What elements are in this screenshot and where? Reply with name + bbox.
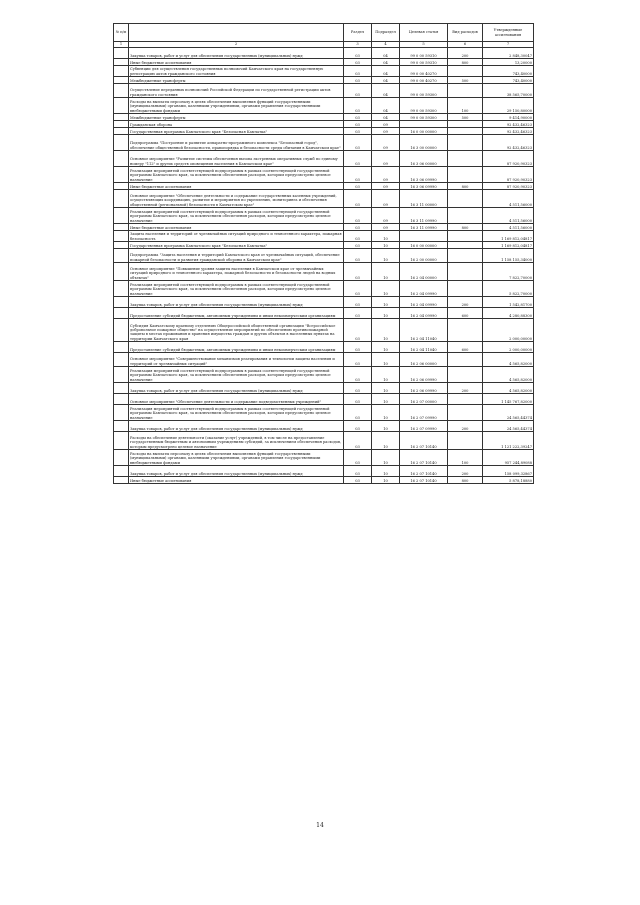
item-name-cell: Осуществление переданных полномочий Российской Федерации по государственной регистрации актов гражданского состояния: [129, 84, 344, 98]
table-row: [114, 84, 534, 98]
header-cell: Раздел: [344, 24, 372, 42]
target-article-cell: 99 0 00 40270: [400, 77, 448, 84]
table-row: [114, 183, 534, 190]
item-name-cell: Государственная программа Камчатского края "Безопасная Камчатка": [129, 128, 344, 135]
target-article-cell: 99 0 00 40270: [400, 66, 448, 77]
target-article-cell: 16 2 07 00000: [400, 394, 448, 405]
razdel-cell: 03: [344, 183, 372, 190]
expense-type-cell: [448, 263, 483, 281]
table-row: [114, 242, 534, 249]
podrazdel-cell: 09: [372, 128, 400, 135]
table-row: [114, 98, 534, 114]
item-name-cell: Гражданская оборона: [129, 121, 344, 128]
target-article-cell: 99 0 00 59300: [400, 114, 448, 121]
table-row: [114, 477, 534, 484]
podrazdel-cell: 10: [372, 263, 400, 281]
item-name-cell: Закупка товаров, работ и услуг для обеспечения государственных (муниципальных) нужд: [129, 466, 344, 477]
podrazdel-cell: 04: [372, 77, 400, 84]
expense-type-cell: 800: [448, 183, 483, 190]
expense-type-cell: [448, 128, 483, 135]
podrazdel-cell: 04: [372, 84, 400, 98]
item-name-cell: Реализация мероприятий соответствующей подпрограммы в рамках соответствующей государственной программы Камчатского края, за исключением обеспечения расходов, которым предусмотрено целевое назначение: [129, 208, 344, 224]
expense-type-cell: [448, 281, 483, 297]
podrazdel-cell: 10: [372, 242, 400, 249]
expense-type-cell: 200: [448, 48, 483, 59]
table-row: [114, 77, 534, 84]
header-row: [114, 24, 534, 42]
row-index-cell: [114, 353, 129, 367]
amount-cell: 743,40000: [483, 66, 534, 77]
podrazdel-cell: 09: [372, 135, 400, 151]
razdel-cell: 03: [344, 450, 372, 466]
row-index-cell: [114, 231, 129, 242]
target-article-cell: 16 2 07 10140: [400, 432, 448, 450]
target-article-cell: 16 2 00 00000: [400, 249, 448, 263]
amount-cell: 4 565,82000: [483, 367, 534, 383]
podrazdel-cell: 10: [372, 383, 400, 394]
podrazdel-cell: 09: [372, 121, 400, 128]
razdel-cell: 03: [344, 98, 372, 114]
podrazdel-cell: 04: [372, 59, 400, 66]
table-row: [114, 353, 534, 367]
razdel-cell: 03: [344, 367, 372, 383]
column-number: 4: [372, 42, 400, 48]
item-name-cell: Реализация мероприятий соответствующей подпрограммы в рамках соответствующей государственной программы Камчатского края, за исключением обеспечения расходов, которым предусмотрено целевое назначение: [129, 405, 344, 421]
amount-cell: 38 565,70000: [483, 84, 534, 98]
razdel-cell: 03: [344, 249, 372, 263]
item-name-cell: Реализация мероприятий соответствующей подпрограммы в рамках соответствующей государственной программы Камчатского края, за исключением обеспечения расходов, которым предусмотрено целевое назначение: [129, 281, 344, 297]
expense-type-cell: [448, 121, 483, 128]
table-row: [114, 319, 534, 342]
target-article-cell: [400, 231, 448, 242]
item-name-cell: Межбюджетные трансферты: [129, 114, 344, 121]
amount-cell: 2 000,00000: [483, 342, 534, 353]
podrazdel-cell: 10: [372, 297, 400, 308]
item-name-cell: Закупка товаров, работ и услуг для обеспечения государственных (муниципальных) нужд: [129, 421, 344, 432]
header-cell: № п/п: [114, 24, 129, 42]
amount-cell: 29 150,80000: [483, 98, 534, 114]
item-name-cell: Предоставление субсидий бюджетным, автономным учреждениям и иным некоммерческим организациям: [129, 342, 344, 353]
expense-type-cell: 200: [448, 297, 483, 308]
amount-cell: 5 822,70000: [483, 281, 534, 297]
row-index-cell: [114, 59, 129, 66]
expense-type-cell: [448, 432, 483, 450]
table-row: [114, 394, 534, 405]
razdel-cell: 03: [344, 421, 372, 432]
row-index-cell: [114, 128, 129, 135]
podrazdel-cell: 10: [372, 367, 400, 383]
podrazdel-cell: 10: [372, 421, 400, 432]
razdel-cell: 03: [344, 242, 372, 249]
table-row: [114, 450, 534, 466]
row-index-cell: [114, 421, 129, 432]
item-name-cell: Реализация мероприятий соответствующей подпрограммы в рамках соответствующей государственной программы Камчатского края, за исключением обеспечения расходов, которым предусмотрено целевое назначение: [129, 367, 344, 383]
razdel-cell: 03: [344, 297, 372, 308]
table-row: [114, 114, 534, 121]
row-index-cell: [114, 167, 129, 183]
row-index-cell: [114, 84, 129, 98]
amount-cell: 2 000,00000: [483, 319, 534, 342]
podrazdel-cell: 10: [372, 450, 400, 466]
amount-cell: 87 920,90323: [483, 151, 534, 167]
razdel-cell: 03: [344, 432, 372, 450]
target-article-cell: 16 3 06 00000: [400, 151, 448, 167]
item-name-cell: Подпрограмма "Построение и развитие аппаратно-программного комплекса "Безопасный город", обеспечение общественной безопасности, правопорядка и безопасности среды обитания в Камчатском крае": [129, 135, 344, 151]
item-name-cell: Подпрограмма "Защита населения и территорий Камчатского края от чрезвычайных ситуаций, обеспечение пожарной безопасности и развития гражданской обороны в Камчатском крае": [129, 249, 344, 263]
table-row: [114, 367, 534, 383]
podrazdel-cell: 10: [372, 405, 400, 421]
item-name-cell: Основное мероприятие "Повышение уровня защиты населения в Камчатском крае от чрезвычайных ситуаций природного и техногенного характера, пожарной безопасности и безопасности людей на водных объектах": [129, 263, 344, 281]
target-article-cell: 99 0 00 59300: [400, 84, 448, 98]
item-name-cell: Государственная программа Камчатского края "Безопасная Камчатка": [129, 242, 344, 249]
target-article-cell: 16 3 11 09990: [400, 224, 448, 231]
podrazdel-cell: 09: [372, 190, 400, 208]
table-row: [114, 405, 534, 421]
item-name-cell: Основное мероприятие "Обеспечение деятельности и содержание государственных казенных учреждений, осуществляющих координацию, развитие и мероприятия по укреплению, мониторинга и обеспечения общественной (региональной) безопасности в Камчатском крае": [129, 190, 344, 208]
podrazdel-cell: 10: [372, 394, 400, 405]
row-index-cell: [114, 281, 129, 297]
column-number: 7: [483, 42, 534, 48]
amount-cell: 4 511,56000: [483, 190, 534, 208]
row-index-cell: [114, 190, 129, 208]
target-article-cell: 16 0 00 00000: [400, 128, 448, 135]
expense-type-cell: [448, 249, 483, 263]
razdel-cell: 03: [344, 208, 372, 224]
razdel-cell: 03: [344, 353, 372, 367]
amount-cell: 158 099,32867: [483, 466, 534, 477]
table-row: [114, 383, 534, 394]
row-index-cell: [114, 342, 129, 353]
target-article-cell: 16 2 04 09990: [400, 297, 448, 308]
item-name-cell: Расходы на выплаты персоналу в целях обеспечения выполнения функций государственными (муниципальными) органами, казенными учреждениями, органами управления государственными внебюджетными фондами: [129, 450, 344, 466]
podrazdel-cell: 10: [372, 353, 400, 367]
expense-type-cell: 600: [448, 308, 483, 319]
row-index-cell: [114, 477, 129, 484]
razdel-cell: 03: [344, 167, 372, 183]
table-row: [114, 151, 534, 167]
podrazdel-cell: 09: [372, 167, 400, 183]
amount-cell: 2 848,30047: [483, 48, 534, 59]
row-index-cell: [114, 114, 129, 121]
razdel-cell: 03: [344, 308, 372, 319]
podrazdel-cell: 10: [372, 281, 400, 297]
expense-type-cell: 800: [448, 477, 483, 484]
razdel-cell: 03: [344, 383, 372, 394]
target-article-cell: 16 2 04 09990: [400, 308, 448, 319]
target-article-cell: 16 2 07 10140: [400, 477, 448, 484]
podrazdel-cell: 10: [372, 308, 400, 319]
podrazdel-cell: 04: [372, 66, 400, 77]
row-index-cell: [114, 77, 129, 84]
razdel-cell: 03: [344, 66, 372, 77]
expense-type-cell: [448, 151, 483, 167]
item-name-cell: Закупка товаров, работ и услуг для обеспечения государственных (муниципальных) нужд: [129, 48, 344, 59]
expense-type-cell: 800: [448, 224, 483, 231]
expense-type-cell: [448, 190, 483, 208]
target-article-cell: 16 2 07 09990: [400, 405, 448, 421]
podrazdel-cell: 04: [372, 114, 400, 121]
expense-type-cell: [448, 242, 483, 249]
expense-type-cell: [448, 208, 483, 224]
razdel-cell: 03: [344, 342, 372, 353]
expense-type-cell: [448, 66, 483, 77]
expense-type-cell: [448, 405, 483, 421]
amount-cell: 7 822,70000: [483, 263, 534, 281]
razdel-cell: 03: [344, 77, 372, 84]
amount-cell: 92 432,46323: [483, 135, 534, 151]
razdel-cell: 03: [344, 405, 372, 421]
expense-type-cell: [448, 135, 483, 151]
expense-type-cell: 100: [448, 98, 483, 114]
item-name-cell: Субсидия Камчатскому краевому отделению Общероссийской общественной организации "Всероссийское добровольное пожарное общество" на осуществление мероприятий по обеспечению противопожарной защиты в местах проживания и хранения имущества граждан и других объектов в населенных пунктах на территории Камчатского края: [129, 319, 344, 342]
row-index-cell: [114, 450, 129, 466]
target-article-cell: 16 3 06 09990: [400, 167, 448, 183]
table-row: [114, 48, 534, 59]
target-article-cell: 16 2 04 09990: [400, 281, 448, 297]
expense-type-cell: 600: [448, 342, 483, 353]
item-name-cell: Закупка товаров, работ и услуг для обеспечения государственных (муниципальных) нужд: [129, 297, 344, 308]
target-article-cell: 16 2 07 10140: [400, 466, 448, 477]
row-index-cell: [114, 383, 129, 394]
target-article-cell: 99 0 00 59300: [400, 98, 448, 114]
expense-type-cell: 200: [448, 421, 483, 432]
expense-type-cell: [448, 231, 483, 242]
table-row: [114, 421, 534, 432]
target-article-cell: 16 2 06 09990: [400, 383, 448, 394]
table-row: [114, 190, 534, 208]
column-number: 5: [400, 42, 448, 48]
table-row: [114, 59, 534, 66]
row-index-cell: [114, 66, 129, 77]
table-row: [114, 135, 534, 151]
item-name-cell: Расходы на выплаты персоналу в целях обеспечения выполнения функций государственными (муниципальными) органами, казенными учреждениями, органами управления государственными внебюджетными фондами: [129, 98, 344, 114]
amount-cell: 1 169 812,04817: [483, 231, 534, 242]
podrazdel-cell: 10: [372, 432, 400, 450]
table-row: [114, 208, 534, 224]
header-cell: Целевая статья: [400, 24, 448, 42]
amount-cell: 743,40000: [483, 77, 534, 84]
amount-cell: 4 511,56000: [483, 224, 534, 231]
row-index-cell: [114, 405, 129, 421]
razdel-cell: 03: [344, 59, 372, 66]
table-body: [114, 48, 534, 484]
expense-type-cell: [448, 84, 483, 98]
item-name-cell: Закупка товаров, работ и услуг для обеспечения государственных (муниципальных) нужд: [129, 383, 344, 394]
razdel-cell: 03: [344, 84, 372, 98]
target-article-cell: 99 0 00 59310: [400, 59, 448, 66]
row-index-cell: [114, 208, 129, 224]
podrazdel-cell: 09: [372, 224, 400, 231]
table-row: [114, 297, 534, 308]
header-cell: Вид расходов: [448, 24, 483, 42]
item-name-cell: Реализация мероприятий соответствующей подпрограммы в рамках соответствующей государственной программы Камчатского края, за исключением обеспечения расходов, которым предусмотрено целевое назначение: [129, 167, 344, 183]
amount-cell: 4 511,56000: [483, 208, 534, 224]
amount-cell: 957 244,89088: [483, 450, 534, 466]
expense-type-cell: 500: [448, 77, 483, 84]
expense-type-cell: [448, 367, 483, 383]
table-row: [114, 66, 534, 77]
page-number: 14: [316, 822, 324, 829]
table-row: [114, 224, 534, 231]
item-name-cell: Иные бюджетные ассигнования: [129, 183, 344, 190]
target-article-cell: 16 3 11 00000: [400, 190, 448, 208]
item-name-cell: Субвенции для осуществления государственных полномочий Камчатского края на государственную регистрацию актов гражданского состояния: [129, 66, 344, 77]
amount-cell: 4 280,88300: [483, 308, 534, 319]
target-article-cell: 16 0 00 00000: [400, 242, 448, 249]
table-row: [114, 263, 534, 281]
item-name-cell: Иные бюджетные ассигнования: [129, 224, 344, 231]
item-name-cell: Межбюджетные трансферты: [129, 77, 344, 84]
target-article-cell: 16 2 04 00000: [400, 263, 448, 281]
razdel-cell: 03: [344, 151, 372, 167]
target-article-cell: [400, 121, 448, 128]
table-row: [114, 281, 534, 297]
amount-cell: 4 565,82000: [483, 383, 534, 394]
razdel-cell: 03: [344, 128, 372, 135]
item-name-cell: Основное мероприятие "Обеспечение деятельности и содержание подведомственных учреждений": [129, 394, 344, 405]
target-article-cell: 16 2 07 09990: [400, 421, 448, 432]
row-index-cell: [114, 432, 129, 450]
razdel-cell: 03: [344, 121, 372, 128]
amount-cell: 1 169 812,04817: [483, 242, 534, 249]
amount-cell: 4 565,82000: [483, 353, 534, 367]
row-index-cell: [114, 224, 129, 231]
razdel-cell: 03: [344, 466, 372, 477]
amount-cell: 87 920,90323: [483, 167, 534, 183]
target-article-cell: 16 3 00 00000: [400, 135, 448, 151]
row-index-cell: [114, 319, 129, 342]
podrazdel-cell: 10: [372, 342, 400, 353]
amount-cell: 13,20000: [483, 59, 534, 66]
row-index-cell: [114, 297, 129, 308]
row-index-cell: [114, 121, 129, 128]
podrazdel-cell: 09: [372, 208, 400, 224]
table-row: [114, 231, 534, 242]
budget-table: [113, 23, 534, 484]
row-index-cell: [114, 263, 129, 281]
target-article-cell: 16 2 06 00000: [400, 353, 448, 367]
razdel-cell: 03: [344, 319, 372, 342]
item-name-cell: Основное мероприятие "Развитие системы обеспечения вызова экстренных оперативных служб по единому номеру "112" и других средств оповещения населения в Камчатском крае": [129, 151, 344, 167]
row-index-cell: [114, 183, 129, 190]
razdel-cell: 03: [344, 190, 372, 208]
amount-cell: 1 121 222,39247: [483, 432, 534, 450]
razdel-cell: 03: [344, 224, 372, 231]
table-row: [114, 466, 534, 477]
podrazdel-cell: 09: [372, 183, 400, 190]
expense-type-cell: 800: [448, 59, 483, 66]
expense-type-cell: 100: [448, 450, 483, 466]
expense-type-cell: [448, 353, 483, 367]
row-index-cell: [114, 394, 129, 405]
column-number: 6: [448, 42, 483, 48]
razdel-cell: 03: [344, 135, 372, 151]
expense-type-cell: [448, 319, 483, 342]
row-index-cell: [114, 98, 129, 114]
header-cell: [129, 24, 344, 42]
row-index-cell: [114, 308, 129, 319]
table-row: [114, 128, 534, 135]
table-row: [114, 342, 534, 353]
item-name-cell: Основное мероприятие "Совершенствование механизмов реагирования и технологии защиты населения и территорий от чрезвычайных ситуаций": [129, 353, 344, 367]
amount-cell: 87 920,90323: [483, 183, 534, 190]
razdel-cell: 03: [344, 231, 372, 242]
expense-type-cell: 200: [448, 466, 483, 477]
razdel-cell: 03: [344, 281, 372, 297]
row-index-cell: [114, 249, 129, 263]
target-article-cell: 16 2 07 10140: [400, 450, 448, 466]
column-number: 1: [114, 42, 129, 48]
target-article-cell: 16 3 11 09990: [400, 208, 448, 224]
podrazdel-cell: 10: [372, 466, 400, 477]
item-name-cell: Иные бюджетные ассигнования: [129, 477, 344, 484]
item-name-cell: Расходы на обеспечение деятельности (оказание услуг) учреждений, в том числе на предоставление государственным бюджетным и автономным учреждениям субсидий, за исключением обеспечения расходов, которым предусмотрено целевое назначение: [129, 432, 344, 450]
amount-cell: 24 565,44374: [483, 405, 534, 421]
table-row: [114, 308, 534, 319]
item-name-cell: Предоставление субсидий бюджетным, автономным учреждениям и иным некоммерческим организациям: [129, 308, 344, 319]
podrazdel-cell: 10: [372, 249, 400, 263]
item-name-cell: Защита населения и территорий от чрезвычайных ситуаций природного и техногенного характера, пожарная безопасность: [130, 232, 342, 241]
row-index-cell: [114, 367, 129, 383]
razdel-cell: 03: [344, 394, 372, 405]
expense-type-cell: 500: [448, 114, 483, 121]
row-index-cell: [114, 135, 129, 151]
item-name-cell: Иные бюджетные ассигнования: [129, 59, 344, 66]
target-article-cell: 16 2 04 11040: [400, 319, 448, 342]
target-article-cell: 16 2 06 09990: [400, 367, 448, 383]
podrazdel-cell: 10: [372, 477, 400, 484]
row-index-cell: [114, 151, 129, 167]
table-row: [114, 432, 534, 450]
row-index-cell: [114, 466, 129, 477]
expense-type-cell: [448, 394, 483, 405]
podrazdel-cell: 10: [372, 319, 400, 342]
header-cell: Утвержденные ассигнования: [483, 24, 534, 42]
amount-cell: 92 432,46323: [483, 121, 534, 128]
podrazdel-cell: 10: [372, 231, 400, 242]
podrazdel-cell: 04: [372, 48, 400, 59]
table-row: [114, 121, 534, 128]
razdel-cell: 03: [344, 263, 372, 281]
podrazdel-cell: 09: [372, 151, 400, 167]
amount-cell: 1 542,81700: [483, 297, 534, 308]
razdel-cell: 03: [344, 114, 372, 121]
table-row: [114, 167, 534, 183]
podrazdel-cell: 04: [372, 98, 400, 114]
expense-type-cell: [448, 167, 483, 183]
column-number: 2: [129, 42, 344, 48]
amount-cell: 1 145 767,82000: [483, 394, 534, 405]
amount-cell: 24 565,44374: [483, 421, 534, 432]
target-article-cell: 16 3 06 09990: [400, 183, 448, 190]
expense-type-cell: 200: [448, 383, 483, 394]
target-article-cell: 99 0 00 59310: [400, 48, 448, 59]
target-article-cell: 16 2 04 11040: [400, 342, 448, 353]
column-number: 3: [344, 42, 372, 48]
razdel-cell: 03: [344, 48, 372, 59]
amount-cell: 92 432,46323: [483, 128, 534, 135]
amount-cell: 5 878,18880: [483, 477, 534, 484]
razdel-cell: 03: [344, 477, 372, 484]
amount-cell: 1 158 155,34000: [483, 249, 534, 263]
header-cell: Подраздел: [372, 24, 400, 42]
table-row: [114, 249, 534, 263]
amount-cell: 9 414,90000: [483, 114, 534, 121]
row-index-cell: [114, 242, 129, 249]
row-index-cell: [114, 48, 129, 59]
